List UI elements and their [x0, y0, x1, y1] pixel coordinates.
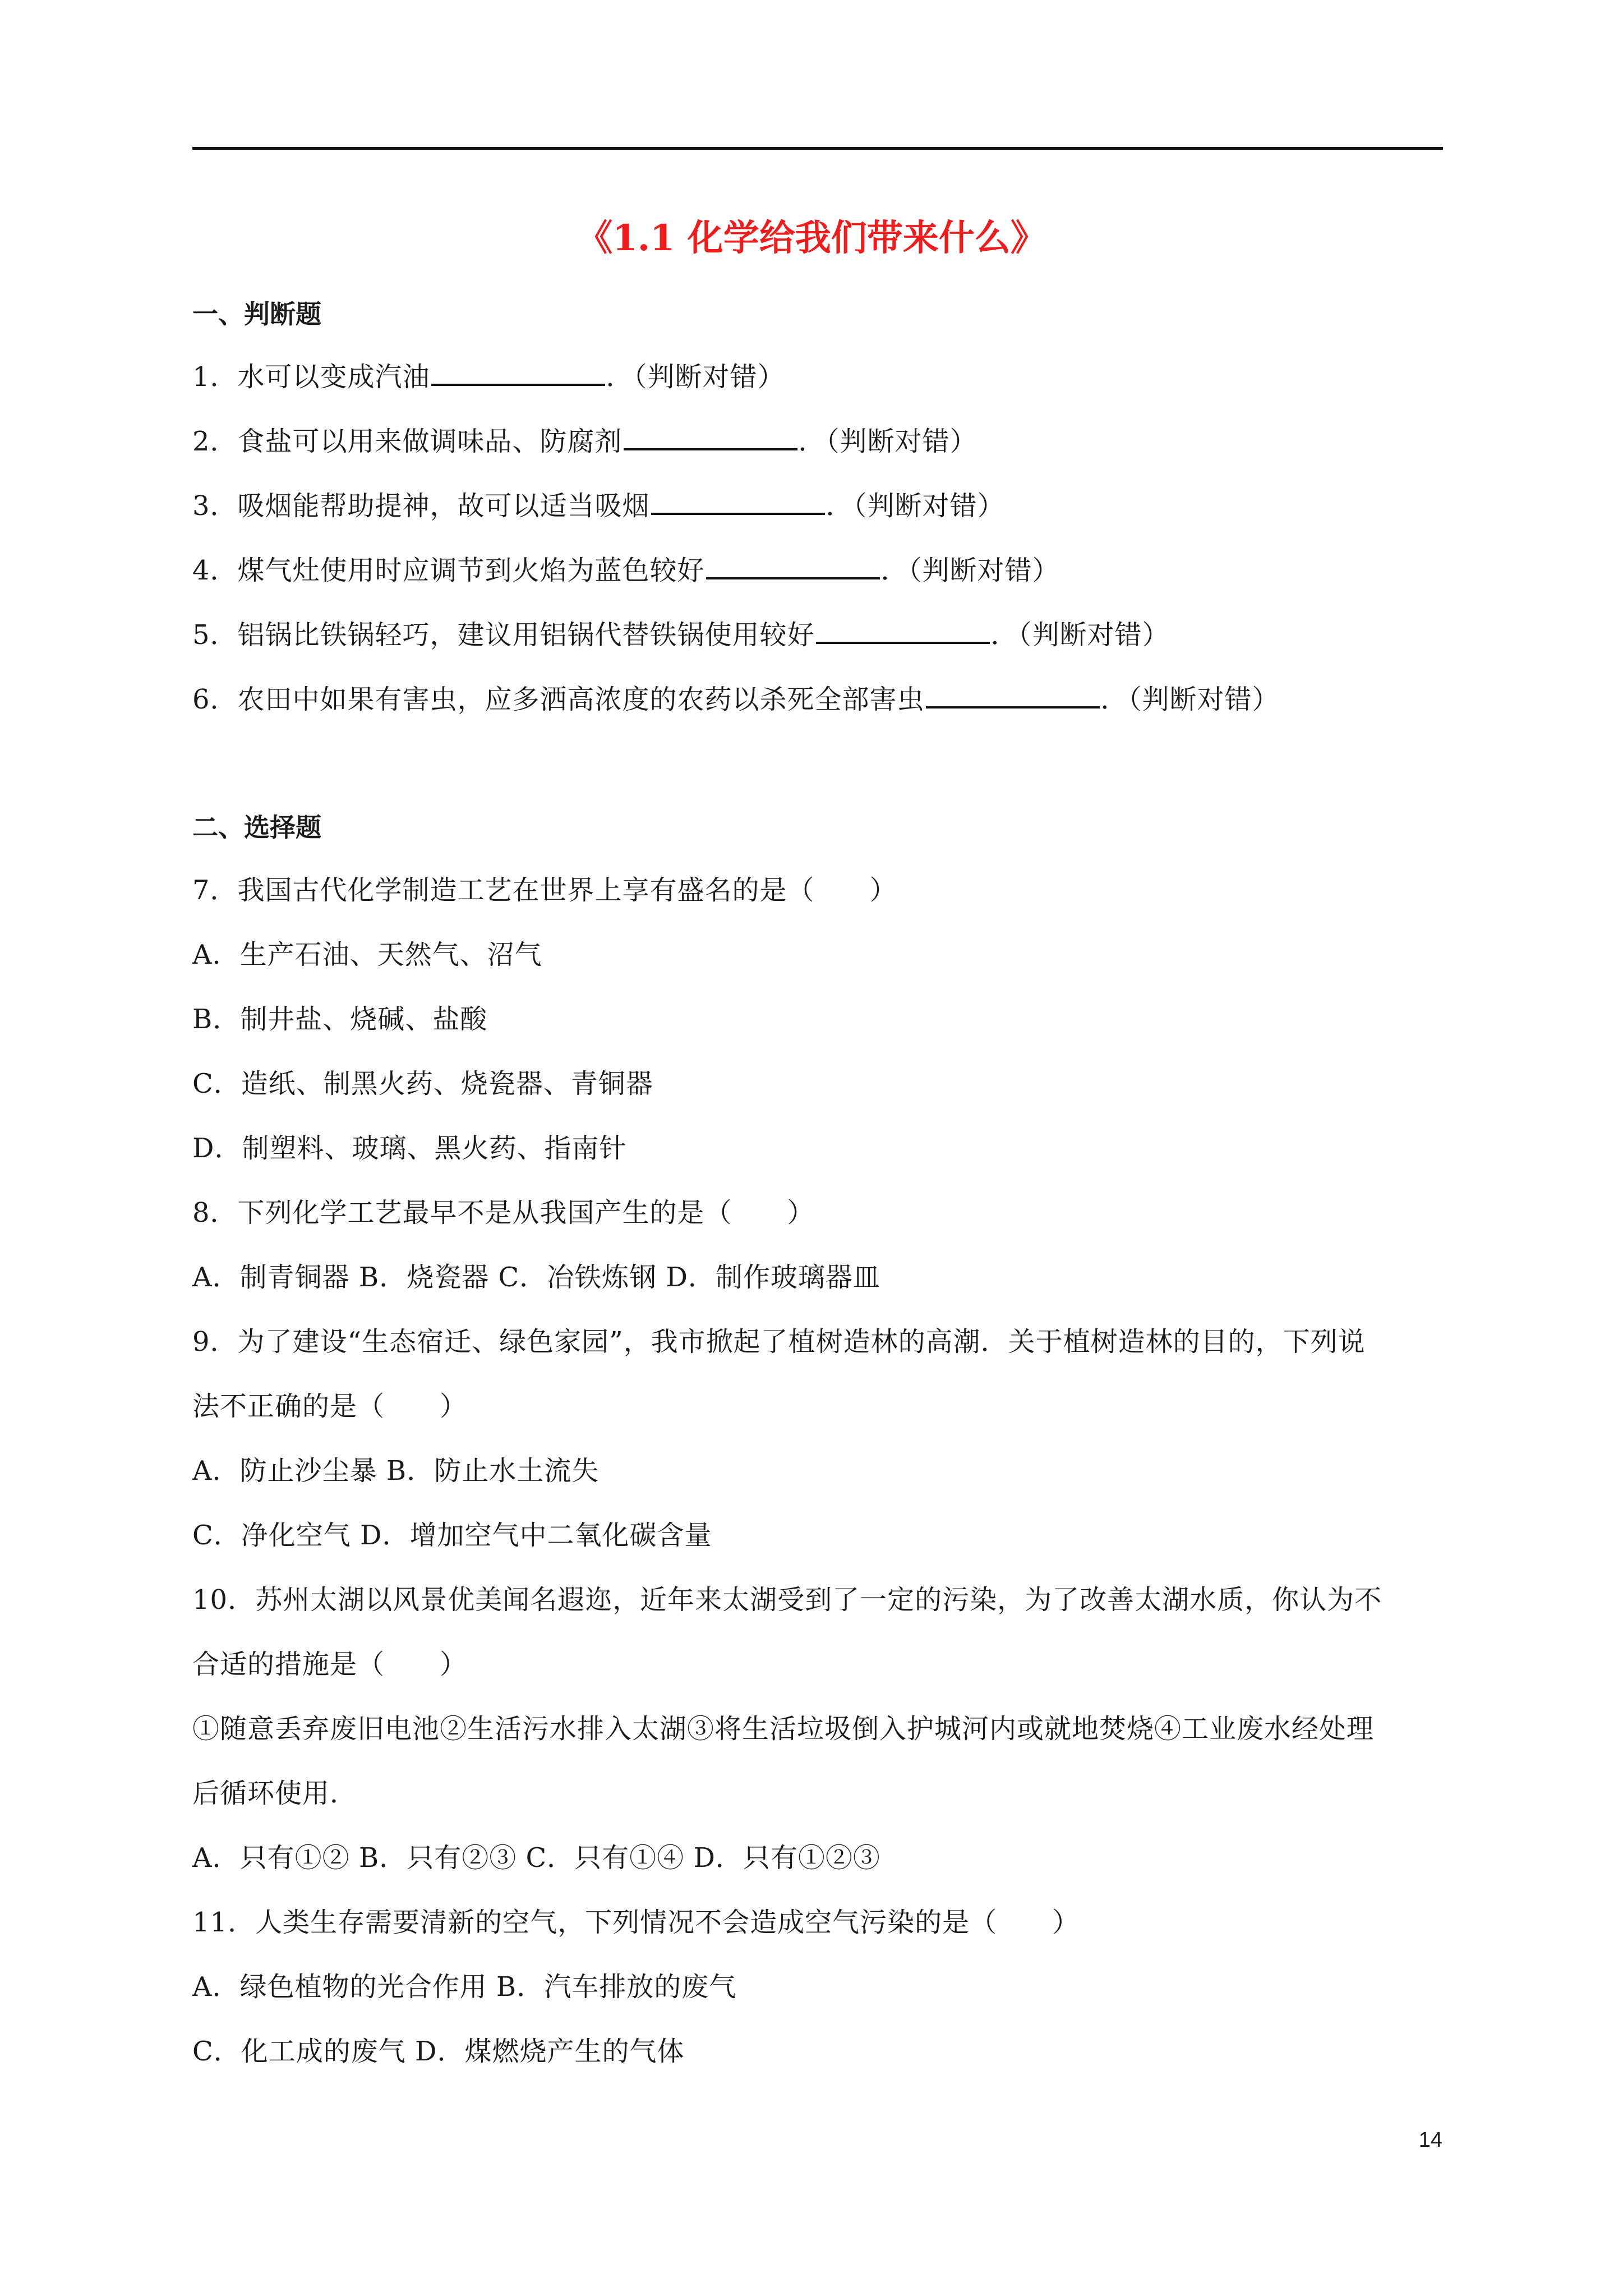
answer-blank[interactable] [926, 682, 1100, 708]
answer-blank[interactable] [651, 488, 825, 515]
header-rule [192, 147, 1443, 150]
judge-stem: 1．水可以变成汽油 [192, 361, 430, 393]
judge-tail: ．（判断对错） [990, 619, 1170, 651]
judge-stem: 4．煤气灶使用时应调节到火焰为蓝色较好 [192, 555, 705, 586]
question-line: 9．为了建设“生态宿迁、绿色家园”，我市掀起了植树造林的高潮．关于植树造林的目的，下列说 [192, 1326, 1366, 1358]
question-line: 8．下列化学工艺最早不是从我国产生的是（ ） [192, 1197, 815, 1228]
answer-blank[interactable] [431, 359, 605, 386]
question-line: 合适的措施是（ ） [192, 1649, 468, 1680]
option-line: C．化工成的废气 D．煤燃烧产生的气体 [192, 2036, 685, 2067]
section-heading-choice: 二、选择题 [192, 812, 321, 843]
option-line: A．生产石油、天然气、沼气 [192, 939, 542, 970]
judge-item-1 [192, 359, 785, 395]
question-line: 法不正确的是（ ） [192, 1391, 468, 1422]
option-line: C．净化空气 D．增加空气中二氧化碳含量 [192, 1520, 712, 1551]
page-title: 《1.1 化学给我们带来什么》 [577, 217, 1046, 259]
option-line: A．只有①② B．只有②③ C．只有①④ D．只有①②③ [192, 1842, 880, 1874]
judge-tail: ．（判断对错） [880, 555, 1060, 586]
question-line: 7．我国古代化学制造工艺在世界上享有盛名的是（ ） [192, 875, 897, 906]
question-line: 11．人类生存需要清新的空气，下列情况不会造成空气污染的是（ ） [192, 1907, 1080, 1938]
question-line: 10．苏州太湖以风景优美闻名遐迩，近年来太湖受到了一定的污染，为了改善太湖水质，你认为不 [192, 1584, 1382, 1616]
statement-line: ①随意丢弃废旧电池②生活污水排入太湖③将生活垃圾倒入护城河内或就地焚烧④工业废水经处理 [192, 1713, 1375, 1745]
answer-blank[interactable] [706, 553, 880, 579]
judge-tail: ．（判断对错） [798, 426, 978, 457]
page-number: 14 [1418, 2128, 1442, 2152]
judge-stem: 5．铝锅比铁锅轻巧，建议用铝锅代替铁锅使用较好 [192, 619, 815, 651]
statement-line: 后循环使用． [192, 1778, 358, 1809]
judge-tail: ．（判断对错） [1100, 684, 1280, 715]
judge-item-3 [192, 488, 1005, 524]
judge-stem: 6．农田中如果有害虫，应多洒高浓度的农药以杀死全部害虫 [192, 684, 925, 715]
judge-tail: ．（判断对错） [826, 490, 1005, 522]
option-line: A．防止沙尘暴 B．防止水土流失 [192, 1455, 600, 1487]
section-heading-judge: 一、判断题 [192, 299, 321, 329]
judge-item-6 [192, 682, 1280, 717]
judge-item-5 [192, 617, 1170, 653]
judge-tail: ．（判断对错） [606, 361, 785, 393]
judge-item-2 [192, 424, 978, 459]
judge-item-4 [192, 553, 1060, 588]
answer-blank[interactable] [624, 424, 797, 450]
option-line: B．制井盐、烧碱、盐酸 [192, 1004, 488, 1035]
answer-blank[interactable] [816, 617, 990, 644]
option-line: A．制青铜器 B．烧瓷器 C．冶铁炼钢 D．制作玻璃器皿 [192, 1262, 880, 1293]
judge-stem: 2．食盐可以用来做调味品、防腐剂 [192, 426, 623, 457]
judge-stem: 3．吸烟能帮助提神，故可以适当吸烟 [192, 490, 650, 522]
option-line: A．绿色植物的光合作用 B．汽车排放的废气 [192, 1971, 737, 2003]
option-line: D．制塑料、玻璃、黑火药、指南针 [192, 1133, 627, 1164]
option-line: C．造纸、制黑火药、烧瓷器、青铜器 [192, 1068, 653, 1099]
